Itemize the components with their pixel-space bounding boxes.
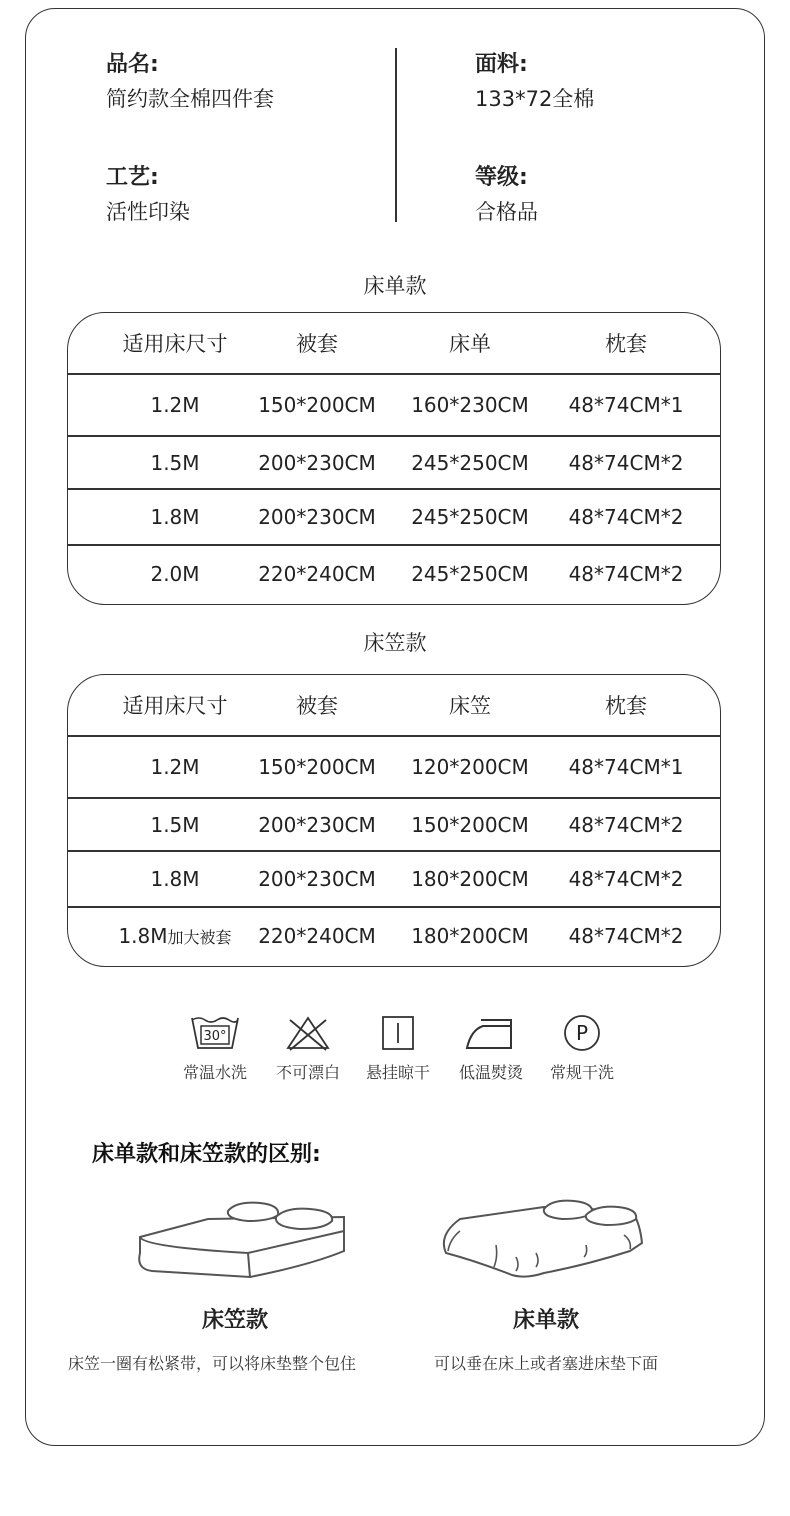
fitted-description: 床笠一圈有松紧带，可以将床垫整个包住: [68, 1354, 357, 1373]
grade-value: 合格品: [475, 200, 538, 224]
cell-fitted-sheet: 150*200CM: [411, 812, 529, 837]
care-item-iron: [446, 1014, 536, 1083]
cell-duvet: 150*200CM: [258, 393, 376, 417]
craft-label: 工艺:: [106, 165, 159, 190]
low-iron-icon: [463, 1014, 519, 1052]
table-row: [68, 851, 720, 907]
oversize-duvet-note: 加大被套: [167, 927, 232, 947]
care-label-wash: 常温水洗: [182, 1063, 247, 1082]
table-row: [68, 907, 720, 965]
care-label-iron: 低温熨烫: [458, 1063, 523, 1082]
sheet-description: 可以垂在床上或者塞进床垫下面: [434, 1354, 659, 1373]
cell-sheet: 245*250CM: [411, 562, 529, 586]
header-duvet: 被套: [296, 694, 338, 718]
cell-duvet: 200*230CM: [258, 867, 376, 891]
care-item-wash: [170, 1014, 260, 1083]
header-size: 适用床尺寸: [122, 332, 228, 356]
cell-size: 1.5M: [150, 812, 200, 837]
sheet-size-table: [67, 312, 721, 605]
dry-clean-p-icon: [556, 1014, 608, 1052]
fabric-value: 133*72全棉: [475, 87, 595, 111]
cell-pillowcase: 48*74CM*2: [568, 505, 684, 529]
care-item-dry-clean: [537, 1014, 627, 1083]
table-header-row: [68, 313, 720, 373]
fitted-bed-illustration: [130, 1195, 360, 1285]
cell-size: 1.8M: [150, 505, 200, 529]
cell-duvet: 220*240CM: [258, 924, 376, 948]
table-row: [68, 436, 720, 489]
cell-duvet: 220*240CM: [258, 562, 376, 586]
cell-pillowcase: 48*74CM*2: [568, 450, 684, 475]
care-item-no-bleach: [263, 1014, 353, 1083]
care-item-hang-dry: [353, 1014, 443, 1083]
name-label: 品名:: [106, 52, 159, 77]
name-value: 简约款全棉四件套: [106, 87, 274, 111]
difference-title: 床单款和床笠款的区别:: [92, 1142, 321, 1167]
cell-pillowcase: 48*74CM*2: [568, 867, 684, 891]
cell-sheet: 160*230CM: [411, 393, 529, 417]
cell-fitted-sheet: 120*200CM: [411, 755, 529, 779]
header-sheet: 床单: [449, 332, 491, 356]
table-row: [68, 374, 720, 436]
header-duvet: 被套: [296, 332, 338, 356]
cell-size: 1.5M: [150, 450, 200, 475]
care-label-hang-dry: 悬挂晾干: [365, 1063, 430, 1082]
header-size: 适用床尺寸: [122, 694, 228, 718]
header-fitted-sheet: 床笠: [449, 694, 491, 718]
fitted-size-table: [67, 674, 721, 967]
cell-duvet: 200*230CM: [258, 505, 376, 529]
cell-pillowcase: 48*74CM*1: [568, 393, 684, 417]
cell-pillowcase: 48*74CM*2: [568, 924, 684, 948]
flat-sheet-bed-illustration: [436, 1195, 651, 1290]
sheet-table-title: 床单款: [363, 274, 427, 298]
header-pillowcase: 枕套: [605, 694, 647, 718]
cell-size: 1.8M: [150, 867, 200, 891]
care-label-dry-clean: 常规干洗: [549, 1063, 614, 1082]
table-row: [68, 798, 720, 851]
sheet-caption: 床单款: [512, 1308, 579, 1333]
fabric-label: 面料:: [475, 52, 528, 77]
cell-pillowcase: 48*74CM*1: [568, 755, 684, 779]
cell-size: 1.2M: [150, 755, 200, 779]
cell-duvet: 200*230CM: [258, 450, 376, 475]
cell-size: 2.0M: [150, 562, 200, 586]
hang-dry-icon: [372, 1014, 424, 1052]
fitted-caption: 床笠款: [201, 1308, 268, 1333]
care-label-no-bleach: 不可漂白: [275, 1063, 340, 1082]
header-pillowcase: 枕套: [605, 332, 647, 356]
cell-sheet: 245*250CM: [411, 505, 529, 529]
cell-duvet: 200*230CM: [258, 812, 376, 837]
info-divider: [395, 48, 397, 222]
dry-clean-letter: P: [575, 1021, 589, 1045]
cell-pillowcase: 48*74CM*2: [568, 812, 684, 837]
table-row: [68, 545, 720, 603]
wash-temp: 30°: [203, 1029, 227, 1044]
fitted-table-title: 床笠款: [363, 631, 427, 655]
cell-duvet: 150*200CM: [258, 755, 376, 779]
cell-size-value: 1.8M: [118, 924, 168, 948]
cell-fitted-sheet: 180*200CM: [411, 924, 529, 948]
craft-value: 活性印染: [106, 200, 190, 224]
wash-30-icon: [189, 1014, 241, 1052]
cell-fitted-sheet: 180*200CM: [411, 867, 529, 891]
cell-size: [90, 907, 260, 965]
table-row: [68, 736, 720, 798]
cell-sheet: 245*250CM: [411, 450, 529, 475]
table-row: [68, 489, 720, 545]
table-header-row: [68, 675, 720, 735]
grade-label: 等级:: [475, 165, 528, 190]
no-bleach-icon: [282, 1014, 334, 1052]
cell-size: 1.2M: [150, 393, 200, 417]
cell-pillowcase: 48*74CM*2: [568, 562, 684, 586]
